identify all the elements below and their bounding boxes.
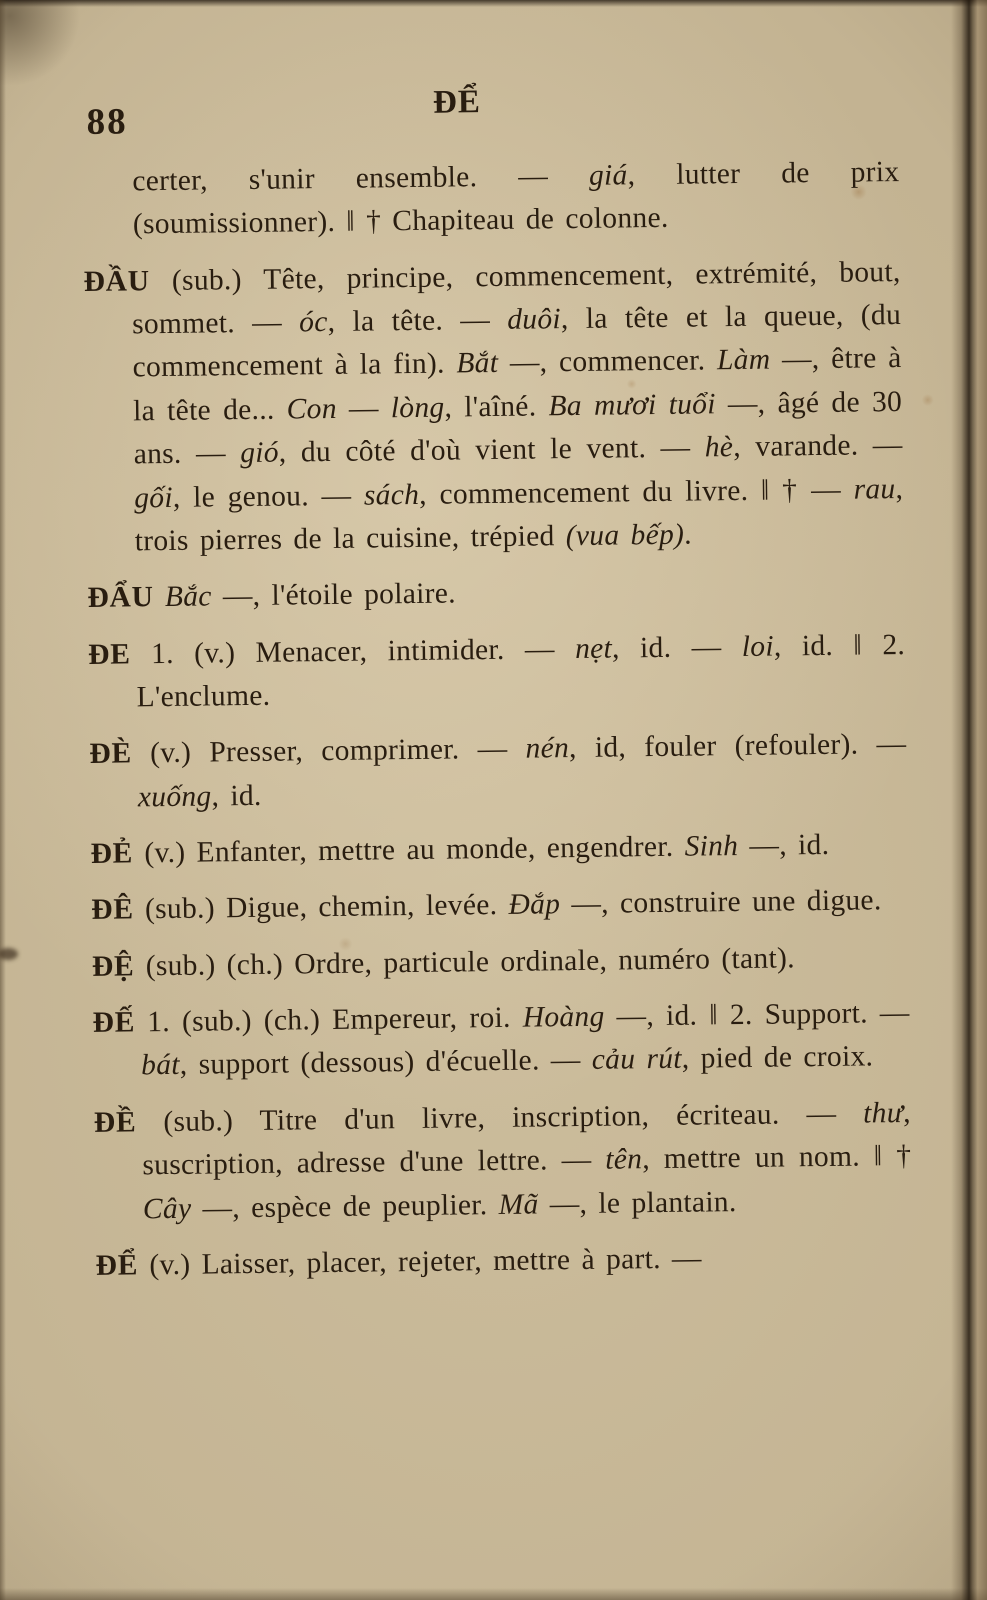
dictionary-entry <box>92 936 909 989</box>
text-segment: Sinh <box>684 830 739 863</box>
text-segment: lòng <box>390 391 445 425</box>
text-segment: , id. ‖ 2. L'enclume. <box>136 628 906 714</box>
text-segment: —, id. ‖ 2. Support. — <box>604 997 910 1033</box>
text-segment: . <box>683 518 693 551</box>
headword: ĐẺ <box>90 837 134 870</box>
text-segment: 1. (sub.) (ch.) Empereur, roi. <box>135 1001 523 1039</box>
text-segment: , du côté d'où vient le vent. — <box>278 431 705 469</box>
text-segment: , pied de croix. <box>681 1040 874 1076</box>
text-segment: (v.) Enfanter, mettre au monde, engendrer. <box>132 830 685 870</box>
text-segment: 1. (v.) Menacer, intimider. — <box>130 632 576 671</box>
text-segment: , le genou. — <box>172 479 365 514</box>
text-segment: —, espèce de peuplier. <box>191 1188 499 1225</box>
text-segment: , mettre un nom. ‖ † <box>642 1140 912 1176</box>
text-segment: rau <box>853 472 896 506</box>
headword: ĐẨU <box>87 581 154 615</box>
headword: ĐÈ <box>89 737 133 771</box>
text-segment: duôi <box>507 303 562 336</box>
dictionary-entries <box>82 151 913 1301</box>
text-segment <box>154 581 166 613</box>
text-segment: certer, s'unir ensemble. — <box>132 159 590 198</box>
text-segment: (sub.) Titre d'un livre, inscription, écriteau. — <box>136 1097 864 1139</box>
text-segment: —, le plantain. <box>538 1185 737 1221</box>
text-segment: Con <box>286 392 337 426</box>
text-segment: , trois pierres de la cuisine, trépied <box>134 472 904 558</box>
text-segment: Làm <box>716 344 771 377</box>
dictionary-entry <box>87 567 904 620</box>
dictionary-entry <box>90 823 907 876</box>
headword: ĐẾ <box>92 1006 136 1040</box>
text-segment: gió <box>240 436 280 470</box>
text-segment: (vua bếp) <box>565 518 685 552</box>
dictionary-entry <box>82 151 900 248</box>
text-segment: —, id. <box>738 828 830 863</box>
text-segment: giá <box>588 159 628 192</box>
headword: ĐỀ <box>93 1106 137 1139</box>
text-segment: sách <box>363 478 420 512</box>
headword: ĐỆ <box>91 950 135 983</box>
text-segment: , suscription, adresse d'une lettre. — <box>142 1096 912 1182</box>
dictionary-entry <box>83 251 904 564</box>
text-segment: Mã <box>498 1188 539 1221</box>
text-segment: (sub.) Tête, principe, commencement, extrémité, bout, sommet. — <box>131 255 901 341</box>
headword: ĐẦU <box>83 264 151 298</box>
text-segment: —, âgé de 30 ans. — <box>133 385 903 471</box>
headword: ĐỂ <box>95 1249 139 1282</box>
dictionary-entry <box>92 992 910 1089</box>
text-segment: hè <box>704 431 734 464</box>
dictionary-entry <box>91 879 908 932</box>
page-number: 88 <box>86 101 128 143</box>
text-segment: (sub.) Digue, chemin, levée. <box>133 889 509 926</box>
text-segment: Bắt <box>456 347 499 380</box>
text-segment: thư <box>862 1096 904 1130</box>
text-segment: —, construire une digue. <box>560 884 882 921</box>
text-segment: (sub.) (ch.) Ordre, particule ordinale, numéro (tant). <box>134 942 795 983</box>
dictionary-entry <box>89 723 907 820</box>
dictionary-entry <box>88 624 906 721</box>
text-segment: , lutter de prix (soumissionner). ‖ † Chapiteau de colonne. <box>132 156 900 241</box>
text-segment: , la tête. — <box>327 303 508 339</box>
text-segment: Cây <box>142 1192 192 1225</box>
headword: ĐE <box>87 638 131 671</box>
text-segment: —, être à la tête de... <box>132 342 902 428</box>
text-segment: , id. <box>211 779 262 813</box>
text-segment: , l'aîné. <box>444 390 549 424</box>
text-segment: (v.) Laisser, placer, rejeter, mettre à part. — <box>138 1242 702 1282</box>
dictionary-entry <box>94 1092 913 1232</box>
text-segment: tên <box>605 1143 643 1176</box>
text-segment: Đắp <box>508 888 561 922</box>
text-segment: nẹt <box>574 632 613 665</box>
text-segment: xuống <box>137 780 212 814</box>
text-segment: (v.) Presser, comprimer. — <box>131 732 526 770</box>
text-segment: —, l'étoile polaire. <box>211 577 457 613</box>
text-segment: Ba mươi tuổi <box>548 388 716 423</box>
text-segment: , id. — <box>611 630 742 665</box>
text-segment: bát <box>140 1049 180 1082</box>
text-segment: , la tête et la queue, (du commencement à la fin). <box>132 299 902 384</box>
text-segment: , support (dessous) d'écuelle. — <box>179 1044 592 1082</box>
text-segment: —, commencer. <box>498 344 718 380</box>
text-segment: loi <box>741 630 775 663</box>
text-segment: nén <box>525 732 570 765</box>
dictionary-entry <box>95 1235 912 1288</box>
text-segment: óc <box>299 306 328 339</box>
text-segment: — <box>336 392 392 425</box>
text-segment: , id, fouler (refouler). — <box>568 728 907 765</box>
text-segment: Bắc <box>164 580 212 614</box>
text-segment: , commencement du livre. ‖ † — <box>418 473 854 511</box>
text-segment: gối <box>134 481 174 514</box>
headword: ĐÊ <box>91 893 135 927</box>
text-segment: cảu rút <box>591 1043 682 1077</box>
text-segment: Hoàng <box>522 1000 605 1034</box>
text-segment: , varande. — <box>733 429 903 464</box>
running-head: ĐỂ <box>432 84 482 121</box>
